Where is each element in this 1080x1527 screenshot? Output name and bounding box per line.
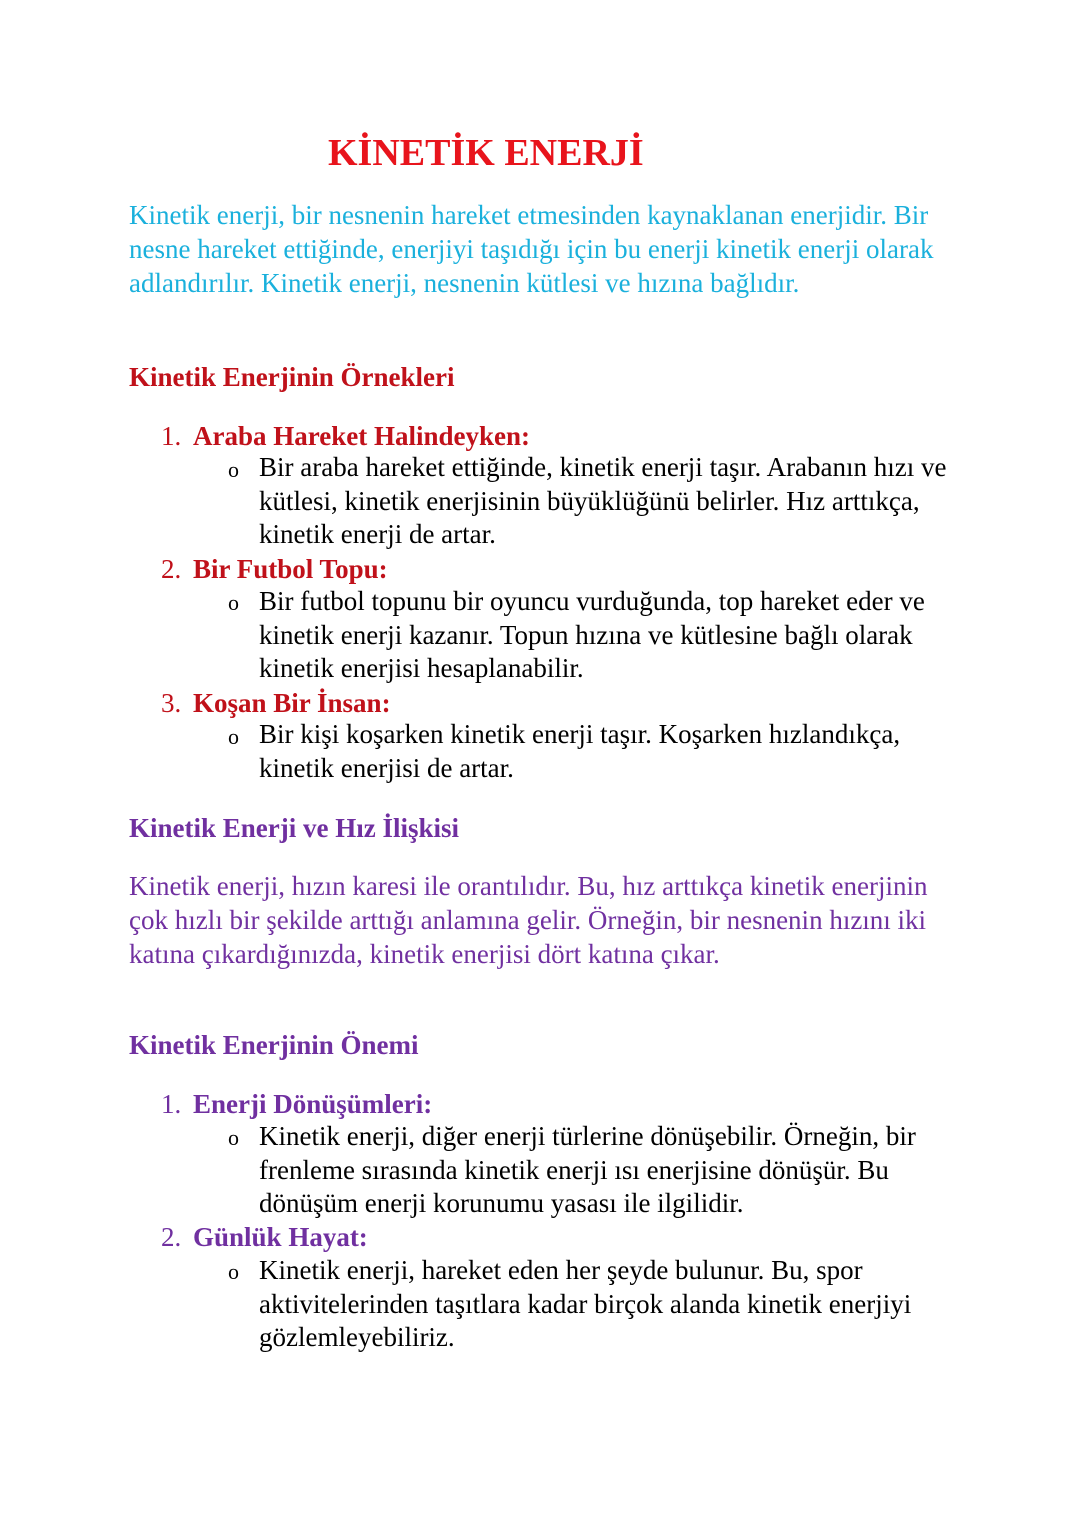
bullet-icon: o [228, 590, 239, 615]
intro-paragraph: Kinetik enerji, bir nesnenin hareket etmesinden kaynaklanan enerjidir. Bir nesne hareket ettiğinde, enerjiyi taşıdığı için bu enerji kinetik enerji olarak adlandırılır. Kinetik enerji, nesnenin kütlesi ve hızına bağlıdır. [129, 200, 934, 298]
list-item-text: Bir araba hareket ettiğinde, kinetik enerji taşır. Arabanın hızı ve kütlesi, kinetik enerjisinin büyüklüğünü belirler. Hız arttıkça, kinetik enerji de artar. [259, 452, 947, 549]
list-item-text: Bir kişi koşarken kinetik enerji taşır. Koşarken hızlandıkça, kinetik enerjisi de artar. [259, 719, 901, 783]
section-heading-speed-relation: Kinetik Enerji ve Hız İlişkisi [129, 813, 460, 843]
list-item-label: Bir Futbol Topu: [193, 554, 388, 584]
list-item-text: Bir futbol topunu bir oyuncu vurduğunda, top hareket eder ve kinetik enerji kazanır. Topun hızına ve kütlesine bağlı olarak kinetik enerjisi hesaplanabilir. [259, 586, 925, 683]
list-item-index: 1. [161, 421, 182, 451]
bullet-icon: o [228, 724, 239, 749]
bullet-icon: o [228, 1259, 239, 1284]
list-item-number [161, 552, 388, 586]
list-item-number [161, 1220, 368, 1254]
section-heading-examples: Kinetik Enerjinin Örnekleri [129, 362, 455, 392]
bullet-icon: o [228, 1125, 239, 1150]
bullet-icon: o [228, 457, 239, 482]
list-item-number [161, 686, 391, 720]
speed-relation-paragraph: Kinetik enerji, hızın karesi ile orantılıdır. Bu, hız arttıkça kinetik enerjinin çok hızlı bir şekilde arttığı anlamına gelir. Örneğin, bir nesnenin hızını iki katına çıkardığınızda, kinetik enerjisi dört katına çıkar. [129, 871, 928, 969]
list-item-index: 2. [161, 1222, 182, 1252]
list-item-index: 3. [161, 688, 182, 718]
list-item-label: Günlük Hayat: [193, 1222, 368, 1252]
list-item-number [161, 1087, 432, 1121]
list-item-text: Kinetik enerji, diğer enerji türlerine dönüşebilir. Örneğin, bir frenleme sırasında kinetik enerji ısı enerjisine dönüşür. Bu dönüşüm enerji korunumu yasası ile ilgilidir. [259, 1121, 916, 1218]
list-item-index: 2. [161, 554, 182, 584]
list-item-label: Koşan Bir İnsan: [193, 688, 391, 718]
page-title: KİNETİK ENERJİ [328, 132, 644, 174]
list-item-number [161, 419, 530, 453]
list-item-label: Araba Hareket Halindeyken: [193, 421, 530, 451]
list-item-text: Kinetik enerji, hareket eden her şeyde bulunur. Bu, spor aktivitelerinden taşıtlara kadar birçok alanda kinetik enerjiyi gözlemleyebiliriz. [259, 1255, 912, 1352]
section-heading-importance: Kinetik Enerjinin Önemi [129, 1030, 419, 1060]
list-item-label: Enerji Dönüşümleri: [193, 1089, 433, 1119]
list-item-index: 1. [161, 1089, 182, 1119]
